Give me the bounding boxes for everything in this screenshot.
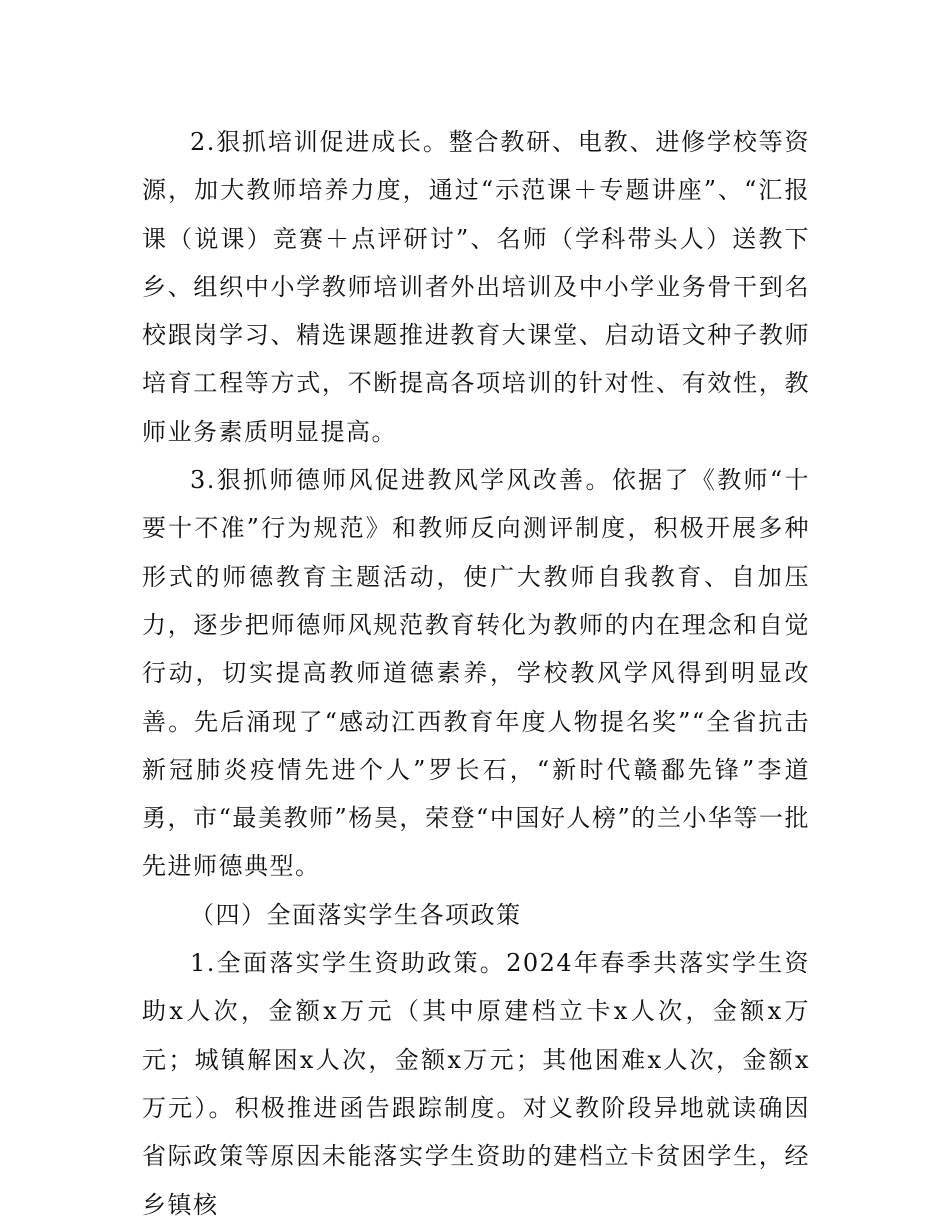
section-heading: （四）全面落实学生各项政策 (190, 900, 522, 929)
paragraph-ethics: 3.狠抓师德师风促进教风学风改善。依据了《教师“十要十不准”行为规范》和教师反向测评制度，积极开展多种形式的师德教育主题活动，使广大教师自我教育、自加压力，逐步把师德师风规范教育转化为教师的内在理念和自觉行动，切实提高教师道德素养，学校教风学风得到明显改善。先后涌现了“感动江西教育年度人物提名奖”“全省抗击新冠肺炎疫情先进个人”罗长石，“新时代赣鄱先锋”李道勇，市“最美教师”杨昊，荣登“中国好人榜”的兰小华等一批先进师德典型。 (142, 466, 810, 881)
document-body (142, 118, 810, 1229)
paragraph-training: 2.狠抓培训促进成长。整合教研、电教、进修学校等资源，加大教师培养力度，通过“示范课＋专题讲座”、“汇报课（说课）竞赛＋点评研讨”、名师（学科带头人）送教下乡、组织中小学教师培训者外出培训及中小学业务骨干到名校跟岗学习、精选课题推进教育大课堂、启动语文种子教师培育工程等方式，不断提高各项培训的针对性、有效性，教师业务素质明显提高。 (142, 128, 810, 446)
paragraph-student-aid: 1.全面落实学生资助政策。2024年春季共落实学生资助x人次，金额x万元（其中原建档立卡x人次，金额x万元；城镇解困x人次，金额x万元；其他困难x人次，金额x万元）。积极推进函告跟踪制度。对义教阶段异地就读确因省际政策等原因未能落实学生资助的建档立卡贫困学生，经乡镇核 (142, 949, 810, 1219)
